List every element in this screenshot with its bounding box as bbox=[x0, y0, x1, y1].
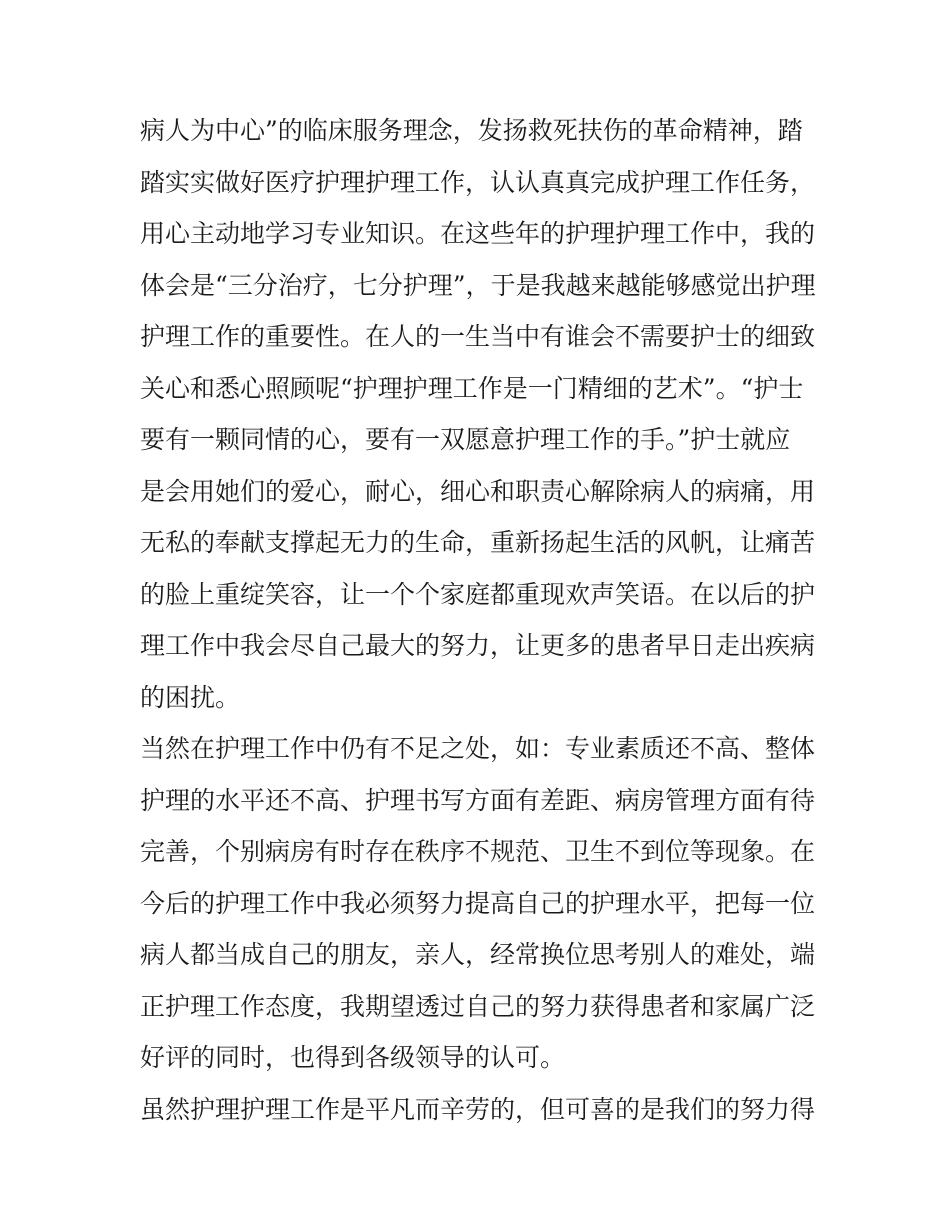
text-line: 体会是“三分治疗，七分护理”，于是我越来越能够感觉出护理 bbox=[140, 270, 816, 300]
text-line: 病人都当成自己的朋友，亲人，经常换位思考别人的难处，端 bbox=[140, 940, 816, 969]
text-line: 无私的奉献支撑起无力的生命，重新扬起生活的风帆，让痛苦 bbox=[140, 528, 816, 557]
text-line: 是会用她们的爱心，耐心，细心和职责心解除病人的病痛，用 bbox=[140, 476, 816, 506]
text-line: 护理工作的重要性。在人的一生当中有谁会不需要护士的细致 bbox=[140, 322, 816, 351]
text-line: 虽然护理护理工作是平凡而辛劳的，但可喜的是我们的努力得 bbox=[140, 1094, 816, 1124]
text-line: 当然在护理工作中仍有不足之处，如：专业素质还不高、整体 bbox=[140, 734, 816, 763]
text-line: 病人为中心”的临床服务理念，发扬救死扶伤的革命精神，踏 bbox=[140, 116, 803, 145]
text-line: 的脸上重绽笑容，让一个个家庭都重现欢声笑语。在以后的护 bbox=[140, 579, 816, 609]
text-line: 正护理工作态度，我期望透过自己的努力获得患者和家属广泛 bbox=[140, 991, 816, 1021]
text-line: 好评的同时，也得到各级领导的认可。 bbox=[140, 1043, 566, 1072]
text-line: 的困扰。 bbox=[140, 682, 241, 712]
text-line: 护理的水平还不高、护理书写方面有差距、病房管理方面有待 bbox=[140, 785, 816, 815]
text-line: 今后的护理工作中我必须努力提高自己的护理水平，把每一位 bbox=[140, 888, 816, 918]
text-line: 踏实实做好医疗护理护理工作，认认真真完成护理工作任务， bbox=[140, 167, 816, 197]
text-line: 完善，个别病房有时存在秩序不规范、卫生不到位等现象。在 bbox=[140, 837, 816, 866]
text-line: 关心和悉心照顾呢“护理护理工作是一门精细的艺术”。“护士 bbox=[140, 373, 804, 403]
text-line: 用心主动地学习专业知识。在这些年的护理护理工作中，我的 bbox=[140, 219, 816, 248]
text-line: 理工作中我会尽自己最大的努力，让更多的患者早日走出疾病 bbox=[140, 631, 816, 660]
text-line: 要有一颗同情的心，要有一双愿意护理工作的手。”护士就应 bbox=[140, 425, 791, 454]
body-text bbox=[140, 105, 820, 1135]
